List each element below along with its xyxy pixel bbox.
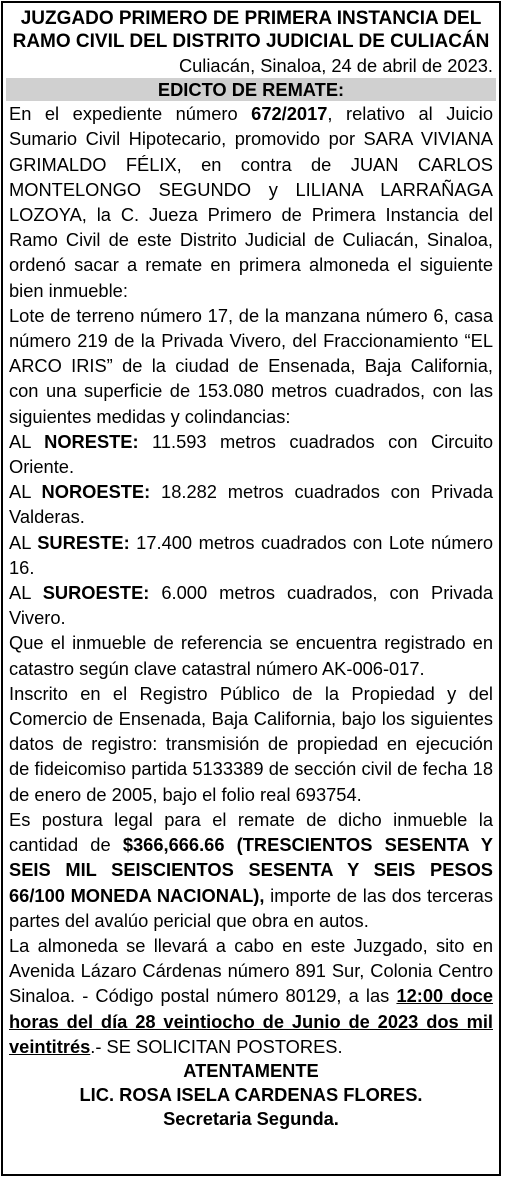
text: .- SE SOLICITAN POSTORES. bbox=[90, 1035, 343, 1057]
paragraph-case bbox=[9, 101, 493, 303]
text: AL bbox=[9, 582, 43, 604]
signer-role: Secretaria Segunda. bbox=[163, 1107, 339, 1129]
boundary-southeast bbox=[9, 530, 493, 580]
text: En el expediente número bbox=[9, 103, 252, 125]
text: La almoneda se llevará a cabo en este Juzgado, sito en Avenida Lázaro Cárdenas número 891 Sur, Colonia Centro Sinaloa. - Código postal número 80129, a las bbox=[9, 934, 493, 1007]
auction-datetime: 12:00 doce horas del día 28 veintiocho de Junio de 2023 dos mil veintitrés bbox=[9, 985, 494, 1057]
closing: ATENTAMENTE bbox=[183, 1059, 319, 1081]
paragraph-property: Lote de terreno número 17, de la manzana número 6, casa número 219 de la Privada Vivero, del Fraccionamiento “EL ARCO IRIS” de la ciudad de Ensenada, Baja California, con una superficie de 153.080 metros cuadrados, con las siguientes medidas y colindancias: bbox=[9, 304, 493, 427]
signer-name: LIC. ROSA ISELA CARDENAS FLORES. bbox=[79, 1083, 423, 1105]
paragraph-registro: Inscrito en el Registro Público de la Propiedad y del Comercio de Ensenada, Baja California, bajo los siguientes datos de registro: transmisión de propiedad en ejecución de fideicomiso partida 5133389 de sección civil de fecha 18 de enero de 2005, bajo el folio real 693754. bbox=[9, 682, 493, 805]
text: importe de las dos terceras partes del avalúo pericial que obra en autos. bbox=[9, 884, 493, 931]
boundary-southwest bbox=[9, 580, 493, 630]
place-date: Culiacán, Sinaloa, 24 de abril de 2023. bbox=[178, 55, 493, 76]
court-name-line-1: JUZGADO PRIMERO DE PRIMERA INSTANCIA DEL bbox=[20, 8, 482, 29]
court-name-line-2: RAMO CIVIL DEL DISTRITO JUDICIAL DE CULIACÁN bbox=[12, 31, 490, 52]
text: 11.593 metros cuadrados con Circuito Oriente. bbox=[9, 430, 494, 478]
text: 6.000 metros cuadrados, con Privada Vivero. bbox=[9, 582, 493, 629]
edict-notice bbox=[1, 1, 501, 1176]
paragraph-postura bbox=[9, 807, 493, 933]
notice-title: EDICTO DE REMATE: bbox=[6, 78, 496, 101]
direction: NOROESTE: bbox=[41, 481, 151, 503]
text: 18.282 metros cuadrados con Privada Valderas. bbox=[9, 481, 494, 528]
text: AL bbox=[9, 430, 45, 452]
paragraph-catastro: Que el inmueble de referencia se encuentra registrado en catastro según clave catastral número AK-006-017. bbox=[9, 632, 493, 679]
text: Es postura legal para el remate de dicho inmueble la cantidad de bbox=[9, 808, 493, 856]
text: , relativo al Juicio Sumario Civil Hipotecario, promovido por SARA VIVIANA GRIMALDO FÉLIX, en contra de JUAN CARLOS MONTELONGO SEGUNDO y LILIANA LARRAÑAGA LOZOYA, la C. Jueza Primero de Primera Instancia del Ramo Civil de este Distrito Judicial de Culiacán, Sinaloa, ordenó sacar a remate en primera almoneda el siguiente bien inmueble: bbox=[9, 103, 494, 301]
text: 17.400 metros cuadrados con Lote número 16. bbox=[9, 531, 493, 578]
paragraph-almoneda bbox=[9, 933, 493, 1059]
direction: SURESTE: bbox=[37, 531, 130, 553]
amount: $366,666.66 (TRESCIENTOS SESENTA Y SEIS MIL SEISCIENTOS SESENTA Y SEIS PESOS 66/100 MONEDA NACIONAL), bbox=[9, 834, 493, 906]
text: AL bbox=[9, 481, 42, 503]
boundary-northeast bbox=[9, 429, 493, 479]
text: AL bbox=[9, 531, 38, 553]
case-number: 672/2017 bbox=[251, 103, 328, 125]
direction: SUROESTE: bbox=[42, 582, 150, 604]
boundary-northwest bbox=[9, 479, 493, 529]
direction: NORESTE: bbox=[44, 430, 139, 452]
